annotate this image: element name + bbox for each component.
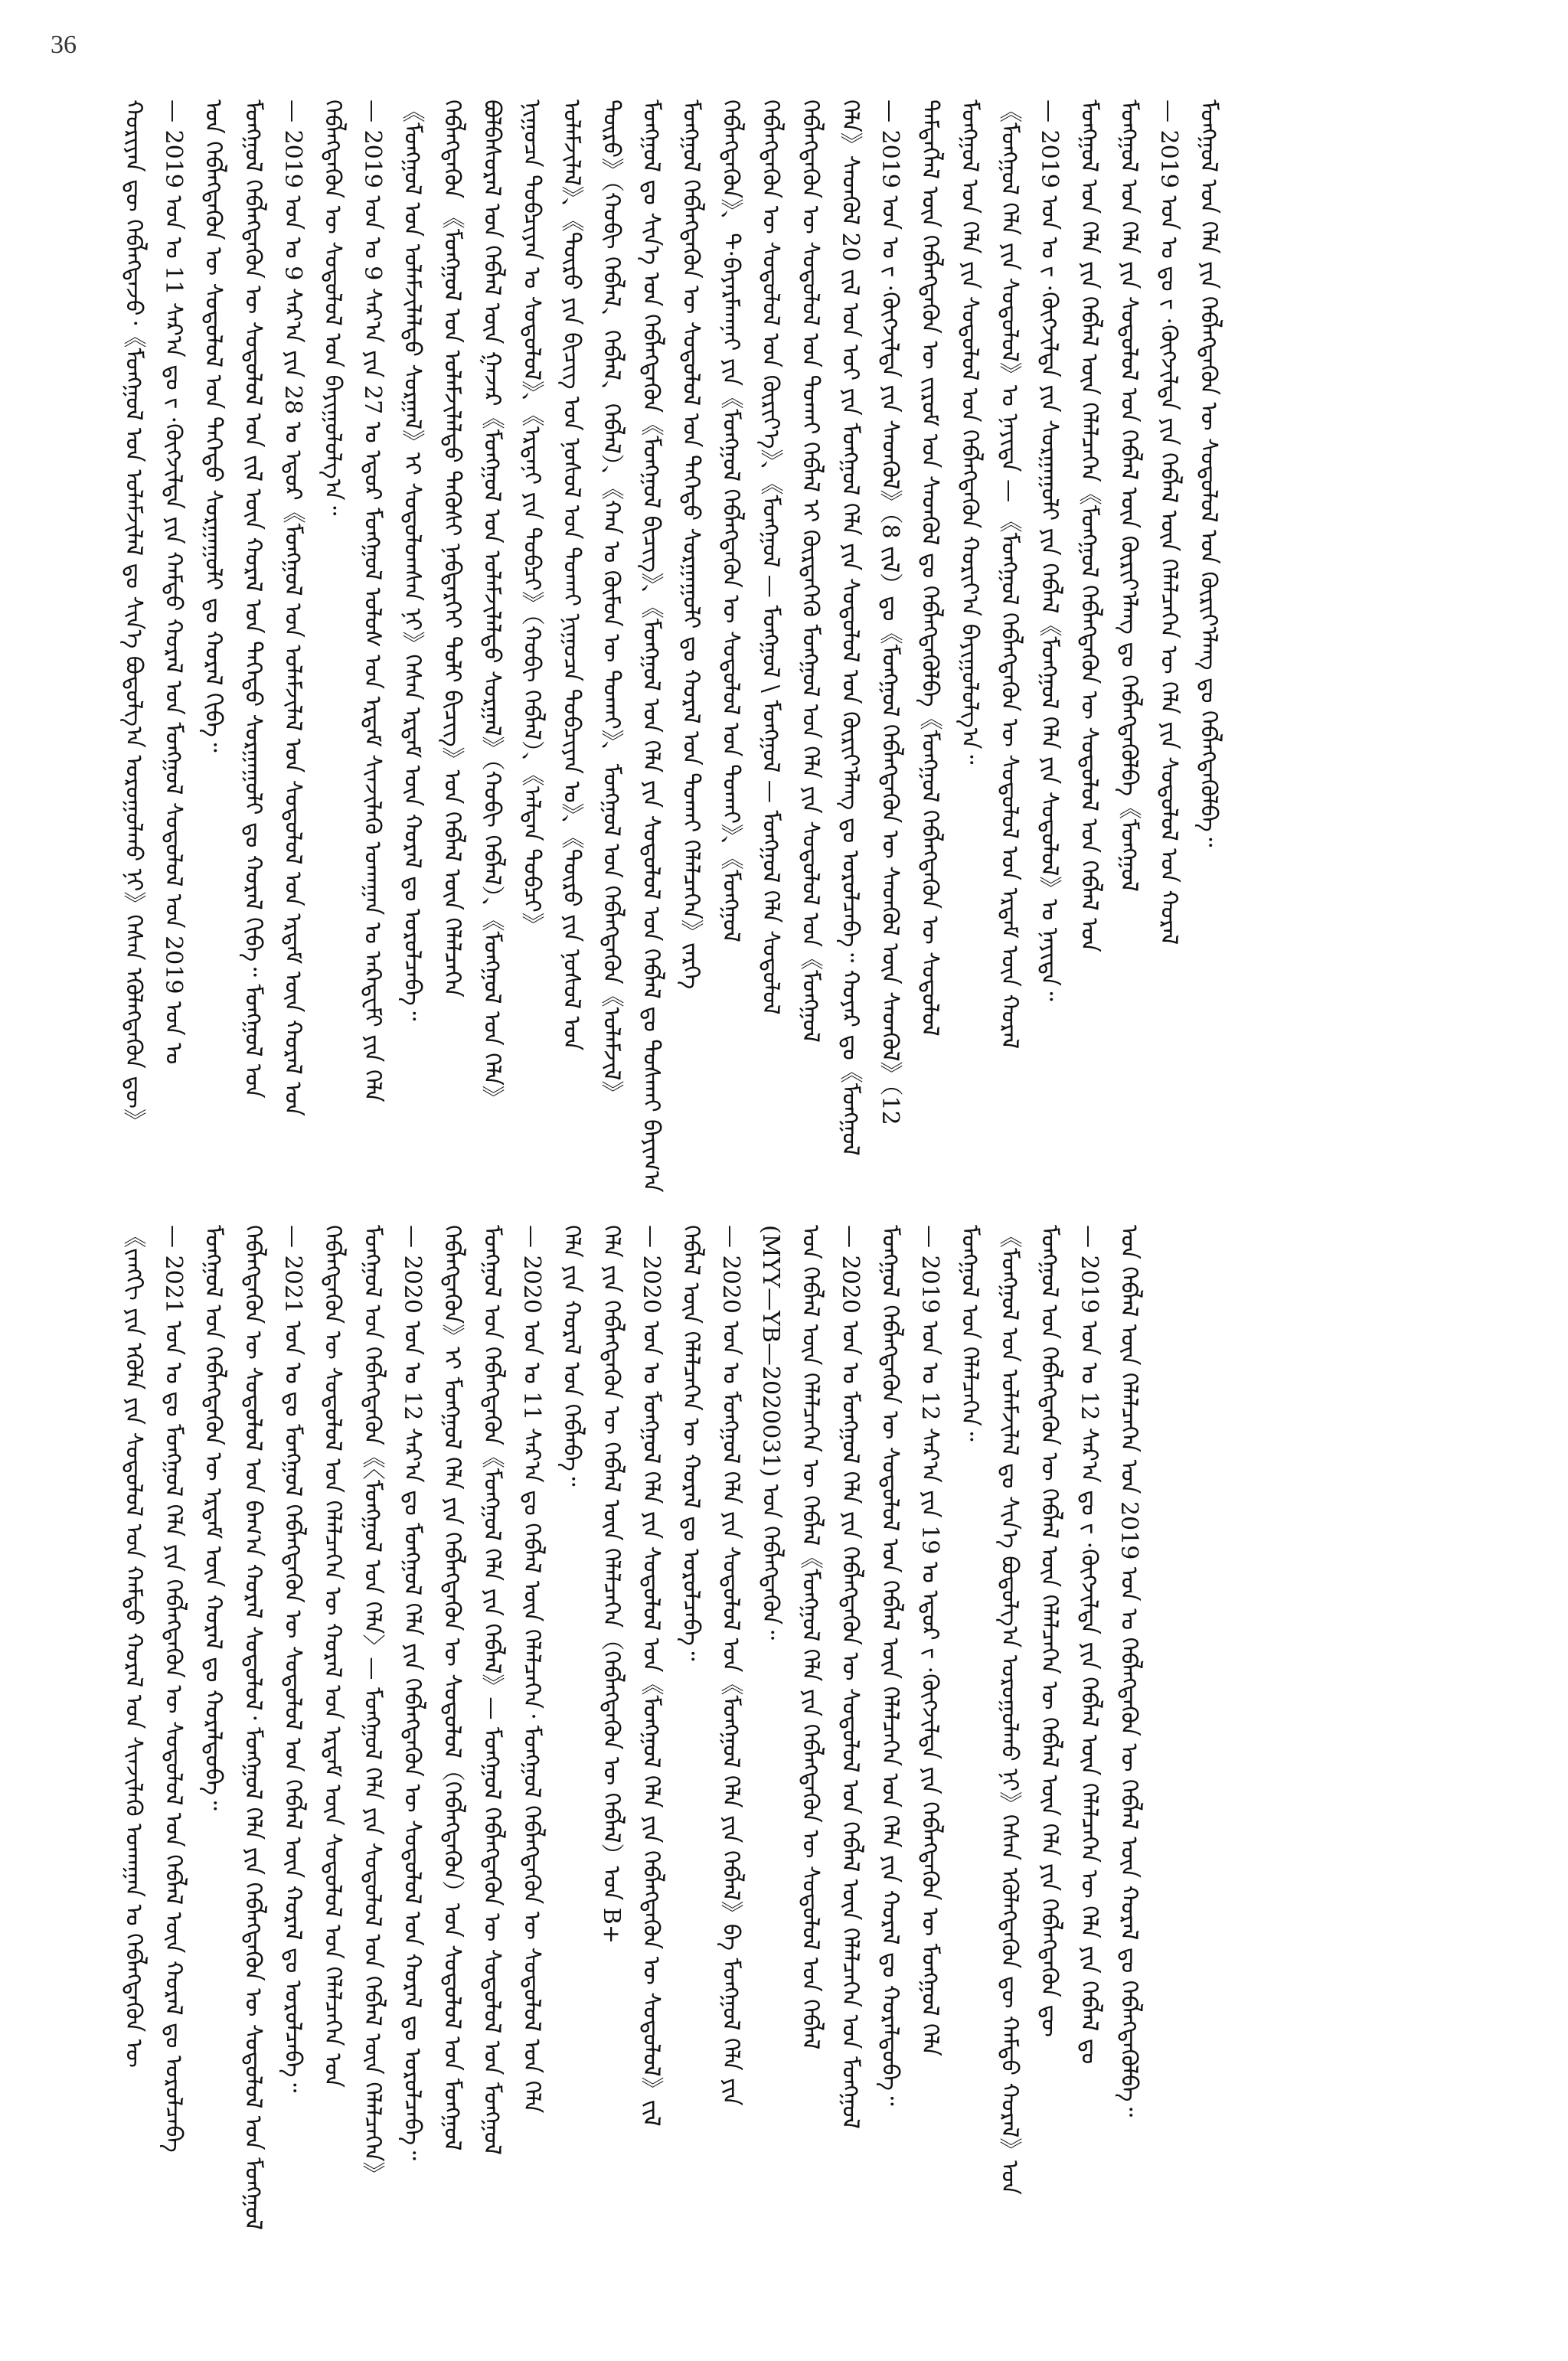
top-column: — 2019 ᠣᠨ ᠤ ᠳᠤ ᠶ᠋ ·ᠬᠥᠭᠵᠢᠯᠲᠡ ᠶᠢᠨ ᠬᠡᠪᠯᠡᠯ ᠦᠨ ᠬᠡᠯᠡᠯᠴᠡᠭᠡᠨ ᠦ ᠬᠡᠯᠡ ᠶᠢᠨ ᠰᠤᠳᠤᠯᠤᠯ ᠤᠨ ᠬᠤᠷᠠᠯ	[1155, 100, 1182, 945]
bottom-column: (MYY—YB—2020031) ᠤᠨ ᠬᠡᠪᠯᠡᠭᠳᠡᠬᠦᠨ᠃	[757, 1225, 784, 1640]
top-column: ᠬᠡᠪᠯᠡᠭᠳᠡᠬᠦᠨ ᠦ ᠰᠤᠳᠤᠯᠤᠯ ᠤᠨ ᠲᠤᠬᠠᠢ ᠬᠡᠪᠯᠡᠯ ᠢ ᠬᠦᠷᠳᠡᠭᠡᠬᠦ ᠮᠣᠩᠭᠣᠯ ᠤᠨ ᠬᠡᠯᠡ ᠶᠢᠨ ᠰᠤᠳᠤᠯᠤᠯ ᠤᠨ《ᠮᠣᠩᠭᠣᠯ	[797, 100, 824, 1043]
bottom-text-block	[115, 1225, 1531, 2327]
bottom-column: ᠬᠡᠪᠯᠡᠯ ᠦᠨ ᠬᠡᠯᠡᠯᠴᠡᠭᠡᠨ ᠦ ᠬᠤᠷᠠᠯ ᠳᠤ ᠣᠷᠤᠯᠴᠠᠪᠠ᠃	[678, 1225, 704, 1661]
top-column: — 2019 ᠣᠨ ᠤ 11 ᠰᠠᠷ᠎ᠠ ᠳᠤ ᠶ᠋ ·ᠬᠥᠭᠵᠢᠯᠲᠡ ᠶᠢᠨ ᠬᠠᠮᠲᠤ ᠬᠤᠷᠠᠯ ᠤᠨ ᠮᠣᠩᠭᠣᠯ ᠰᠤᠳᠤᠯᠤᠯ ᠤᠨ 2019 ᠣᠨ ᠤ	[160, 100, 187, 1065]
bottom-column: — 2021 ᠣᠨ ᠤ ᠳᠤ ᠮᠣᠩᠭᠣᠯ ᠬᠡᠪᠯᠡᠭᠳᠡᠬᠦᠨ ᠦ ᠰᠤᠳᠤᠯᠤᠯ ᠤᠨ ᠬᠡᠪᠯᠡᠯ ᠦᠨ ᠬᠤᠷᠠᠯ ᠳᠤ ᠣᠷᠤᠯᠴᠠᠪᠠ᠃	[279, 1225, 306, 2093]
bottom-column: — 2019 ᠣᠨ ᠤ 12 ᠰᠠᠷ᠎ᠠ ᠶᠢᠨ 19 ᠤ ᠡᠳᠦᠷ ᠶ᠋ ·ᠬᠥᠭᠵᠢᠯᠲᠡ ᠶᠢᠨ ᠬᠡᠪᠯᠡᠭᠳᠡᠬᠦᠨ ᠦ ᠮᠣᠩᠭᠣᠯ ᠬᠡᠯᠡ	[916, 1225, 943, 2056]
bottom-column: ᠮᠣᠩᠭᠣᠯ ᠬᠡᠪᠯᠡᠭᠳᠡᠬᠦᠨ ᠦ ᠰᠤᠳᠤᠯᠤᠯ ᠤᠨ ᠬᠡᠪᠯᠡᠯ ᠦᠨ ᠬᠡᠯᠡᠯᠴᠡᠭᠡᠨ ᠤᠨ ᠬᠡᠯᠡ ᠶᠢᠨ ᠬᠤᠷᠠᠯ ᠳᠤ ᠬᠤᠷᠠᠯᠳᠤᠪᠠ᠃	[877, 1225, 903, 2106]
top-column: — 2019 ᠣᠨ ᠤ ᠶ᠋ ·ᠬᠥᠭᠵᠢᠯᠲᠡ ᠶᠢᠨ ᠰᠡᠳᠬᠦᠯ》（8 ᠵᠢᠯ）ᠳᠤ《ᠮᠣᠩᠭᠣᠯ ᠬᠡᠪᠯᠡᠭᠳᠡᠬᠦᠨ ᠦ ᠰᠡᠳᠬᠦᠯ ᠦᠨ ᠰᠡᠳᠬᠦᠯ》（12	[877, 100, 903, 1125]
top-column: — 2019 ᠣᠨ ᠤ 9 ᠰᠠᠷ᠎ᠠ ᠶᠢᠨ 27 ᠤ ᠡᠳᠦᠷ ᠮᠣᠩᠭᠣᠯ ᠤᠯᠤᠰ ᠤᠨ ᠡᠷᠳᠡᠮ ᠰᠢᠨᠵᠢᠯᠡᠬᠦ ᠤᠬᠠᠭᠠᠨ ᠤ ᠠᠺᠠᠳᠧᠮᠢ ᠶᠢᠨ ᠬᠡᠯᠡ	[359, 100, 386, 1102]
top-column: ᠮᠣᠩᠭᠣᠯ ᠳᠤ ᠰᠢᠨ᠎ᠡ ᠤᠨ ᠬᠡᠪᠯᠡᠭᠳᠡᠬᠦᠨ《ᠮᠣᠩᠭᠣᠯ ᠪᠢᠴᠢᠭ》、《ᠮᠣᠩᠭᠣᠯ ᠤᠨ ᠬᠡᠯᠡ ᠶᠢᠨ ᠰᠤᠳᠤᠯᠤᠯ ᠤᠨ ᠬᠡᠪᠯᠡᠯ ᠳᠤ ᠲᠤᠰᠬᠠᠢ ᠪᠠᠶᠢᠭ᠎ᠠ	[638, 100, 665, 1193]
top-column: — 2019 ᠣᠨ ᠤ 9 ᠰᠠᠷ᠎ᠠ ᠶᠢᠨ 28 ᠤ ᠡᠳᠦᠷ《ᠮᠣᠩᠭᠣᠯ ᠤᠨ ᠤᠯᠠᠮᠵᠢᠯᠠᠯ ᠤᠨ ᠰᠤᠳᠤᠯᠤᠯ ᠤᠨ ᠡᠷᠳᠡᠮ ᠦᠨ ᠬᠤᠷᠠᠯ ᠤᠨ	[279, 100, 306, 1116]
top-column: 《ᠮᠣᠩᠭᠣᠯ ᠬᠡᠯᠡ ᠶᠢᠨ ᠰᠤᠳᠤᠯᠤᠯ》ᠤ ᠨᠡᠶᠢᠲᠡ — 《ᠮᠣᠩᠭᠣᠯ ᠬᠡᠪᠯᠡᠭᠳᠡᠬᠦᠨ ᠦ ᠰᠤᠳᠤᠯᠤᠯ ᠤᠨ ᠡᠷᠳᠡᠮ ᠦᠨ ᠬᠤᠷᠠᠯ	[996, 100, 1023, 1050]
top-column: — 2019 ᠣᠨ ᠤ ᠶ᠋ ·ᠬᠥᠭᠵᠢᠯᠲᠡ ᠶᠢᠨ ᠰᠤᠷᠭᠠᠭᠤᠯᠢ ᠶᠢᠨ ᠬᠡᠪᠯᠡᠯ《ᠮᠣᠩᠭᠣᠯ ᠬᠡᠯᠡ ᠶᠢᠨ ᠰᠤᠳᠤᠯᠤᠯ》ᠤ ᠨᠡᠶᠢᠲᠡ᠃	[1036, 100, 1063, 1001]
top-column: ᠬᠡᠪᠯᠡᠭᠳᠡᠬᠦᠨ ᠦ ᠰᠤᠳᠤᠯᠤᠯ ᠤᠨ ᠪᠠᠶᠢᠭᠤᠯᠤᠯᠭ᠎ᠠ᠃	[319, 100, 346, 516]
bottom-column: — 2019 ᠣᠨ ᠤ 12 ᠰᠠᠷ᠎ᠠ ᠳᠤ ᠶ᠋ ·ᠬᠥᠭᠵᠢᠯᠲᠡ ᠶᠢᠨ ᠬᠡᠪᠯᠡᠯ ᠦᠨ ᠬᠡᠯᠡᠯᠴᠡᠭᠡᠨ ᠦ ᠬᠡᠯᠡ ᠶᠢᠨ ᠬᠡᠪᠯᠡᠯ ᠳᠤ	[1076, 1225, 1102, 2065]
top-column: ᠬᠡᠪᠯᠡᠭᠳᠡᠬᠦᠨ ᠦ ᠰᠤᠳᠤᠯᠤᠯ ᠤᠨ ᠬᠦᠷᠢᠶ᠎ᠡ》、《ᠮᠣᠩᠭᠣᠯ — ᠮᠣᠩᠭᠣᠯ \ ᠮᠣᠩᠭᠣᠯ — ᠮᠣᠩᠭᠣᠯ ᠬᠡᠯᠡ ᠰᠤᠳᠤᠯᠤᠯ	[757, 100, 784, 1015]
top-column: ᠮᠣᠩᠭᠣᠯ ᠤᠨ ᠬᠡᠯᠡ ᠶᠢᠨ ᠰᠤᠳᠤᠯᠤᠯ ᠤᠨ ᠬᠡᠪᠯᠡᠯ ᠦᠨ ᠬᠦᠷᠢᠶ᠎ᠡᠯᠡᠩ ᠳᠤ ᠬᠡᠪᠯᠡᠭᠳᠡᠭᠦᠯᠪᠡ《ᠮᠣᠩᠭᠣᠯ	[1116, 100, 1142, 892]
top-column: ᠬᠡᠪᠯᠡᠭᠳᠡᠬᠦᠨ 《ᠮᠣᠩᠭᠣᠯ ᠤᠨ ᠤᠯᠠᠮᠵᠢᠯᠠᠯᠲᠤ ᠲᠡᠭᠦᠰᠢ ᠨᠡᠪᠲᠡᠷᠬᠡᠢ ᠲᠣᠯᠢ ᠪᠢᠴᠢᠭ》ᠤᠨ ᠬᠡᠪᠯᠡᠯ ᠦᠨ ᠬᠡᠯᠡᠯᠴᠡᠭᠡᠨ	[439, 100, 466, 998]
bottom-column: — 2020 ᠣᠨ ᠤ 12 ᠰᠠᠷ᠎ᠠ ᠳᠤ ᠮᠣᠩᠭᠣᠯ ᠬᠡᠯᠡ ᠶᠢᠨ ᠬᠡᠪᠯᠡᠭᠳᠡᠬᠦᠨ ᠦ ᠰᠤᠳᠤᠯᠤᠯ ᠤᠨ ᠬᠤᠷᠠᠯ ᠳᠤ ᠣᠷᠤᠯᠴᠠᠪᠠ᠃	[399, 1225, 426, 2160]
bottom-column: ᠬᠡᠪᠯᠡᠭᠳᠡᠬᠦᠨ》ᠢ ᠮᠣᠩᠭᠣᠯ ᠬᠡᠯᠡ ᠶᠢᠨ ᠬᠡᠪᠯᠡᠭᠳᠡᠬᠦᠨ ᠦ ᠰᠤᠳᠤᠯᠤᠯ（ᠬᠡᠪᠯᠡᠭᠳᠡᠬᠦᠨ）ᠤᠨ ᠰᠤᠳᠤᠯᠤᠯ ᠤᠨ ᠮᠣᠩᠭᠣᠯ	[439, 1225, 466, 2151]
top-column: ᠤᠯᠠᠮᠵᠢᠯᠠᠯ》、《ᠲᠦᠷᠦ ᠶᠢᠨ ᠪᠢᠴᠢᠭ ᠤᠨ ᠨᠤᠰᠤᠯ ᠤᠨ ᠲᠤᠬᠠᠢ ᠨᠢᠭᠤᠴᠠ ᠲᠣᠪᠴᠢᠶᠠᠨ ᠤ》、《ᠲᠦᠷᠦ ᠶᠢᠨ ᠨᠤᠰᠤᠯ ᠤᠨ	[558, 100, 585, 1051]
top-column: ᠮᠣᠩᠭᠣᠯ ᠤᠨ ᠬᠡᠯᠡ ᠶᠢᠨ ᠰᠤᠳᠤᠯᠤᠯ ᠤᠨ ᠬᠡᠪᠯᠡᠭᠳᠡᠬᠦᠨ ᠬᠣᠷᠢᠶ᠎ᠠ ᠪᠠᠶᠢᠭᠤᠯᠤᠯᠭ᠎ᠠ᠃	[956, 100, 983, 765]
top-column: ᠮᠣᠩᠭᠣᠯ ᠤᠨ ᠬᠡᠯᠡ ᠶᠢᠨ ᠬᠡᠪᠯᠡᠯ ᠦᠨ ᠬᠡᠯᠡᠯᠴᠡᠭᠡᠨ《ᠮᠣᠩᠭᠣᠯ ᠬᠡᠪᠯᠡᠭᠳᠡᠬᠦᠨ ᠦ ᠰᠤᠳᠤᠯᠤᠯ ᠤᠨ ᠬᠡᠪᠯᠡᠯ ᠤᠨ	[1076, 100, 1102, 952]
page-number: 36	[51, 31, 77, 59]
bottom-column: ᠮᠣᠩᠭᠣᠯ ᠤᠨ ᠬᠡᠪᠯᠡᠭᠳᠡᠬᠦᠨ ᠦ ᠬᠡᠪᠯᠡᠯ ᠦᠨ ᠬᠡᠯᠡᠯᠴᠡᠭᠡᠨ ᠦ ᠬᠡᠪᠯᠡᠯ ᠦᠨ ᠬᠡᠯᠡ ᠶᠢᠨ ᠬᠡᠪᠯᠡᠭᠳᠡᠬᠦᠨ ᠳᠦ	[1036, 1225, 1063, 2037]
top-column: ᠤᠨ ᠬᠡᠪᠯᠡᠭᠳᠡᠬᠦᠨ ᠦ ᠰᠤᠳᠤᠯᠤᠯ ᠤᠨ ᠳᠡᠭᠡᠳᠦ ᠰᠤᠷᠭᠠᠭᠤᠯᠢ ᠳᠤ ᠬᠤᠷᠠᠯ ᠬᠢᠪᠡ᠃	[200, 100, 227, 753]
top-column: ᠮᠣᠩᠭᠣᠯ ᠬᠡᠪᠯᠡᠭᠳᠡᠬᠦᠨ ᠦ ᠰᠤᠳᠤᠯᠤᠯ ᠤᠨ ᠳᠡᠭᠡᠳᠦ ᠰᠤᠷᠭᠠᠭᠤᠯᠢ ᠳᠤ ᠬᠤᠷᠠᠯ ᠤᠨ ᠲᠤᠬᠠᠢ ᠬᠡᠯᠡᠯᠴᠡᠭᠡᠨ》ᠵᠡᠷᠭᠡ	[678, 100, 704, 990]
top-column: ᠬᠤᠷᠢᠶᠠᠨ ᠳᠦ ᠬᠡᠪᠯᠡᠭᠳᠡᠵᠦ᠂《ᠮᠣᠩᠭᠣᠯ ᠤᠨ ᠤᠯᠠᠮᠵᠢᠯᠠᠯ ᠳᠤ ᠰᠢᠨ᠎ᠡ ᠪᠣᠳᠣᠯᠭ᠎ᠠ ᠣᠷᠤᠭᠤᠯᠬᠤ ᠨᠢ》ᠭᠡᠰᠡᠨ ᠡᠭᠦᠯᠡᠭᠳᠡᠬᠦᠨ ᠳᠦ》	[120, 100, 147, 1132]
bottom-column: ᠤᠨ ᠬᠡᠪᠯᠡᠯ ᠦᠨ ᠬᠡᠯᠡᠯᠴᠡᠭᠡᠨ ᠦ ᠬᠡᠪᠯᠡᠯ《ᠮᠣᠩᠭᠣᠯ ᠬᠡᠯᠡ ᠶᠢᠨ ᠬᠡᠪᠯᠡᠭᠳᠡᠬᠦᠨ ᠦ ᠰᠤᠳᠤᠯᠤᠯ ᠤᠨ ᠬᠡᠪᠯᠡᠯ	[797, 1225, 824, 2050]
top-column: ᠮᠣᠩᠭᠣᠯ ᠤᠨ ᠬᠡᠯᠡ ᠶᠢᠨ ᠬᠡᠪᠯᠡᠭᠳᠡᠬᠦᠨ ᠦ ᠰᠤᠳᠤᠯᠤᠯ ᠤᠨ ᠬᠦᠷᠢᠶ᠎ᠡᠯᠡᠩ ᠳᠤ ᠬᠡᠪᠯᠡᠭᠳᠡᠭᠦᠯᠪᠡ᠃	[1195, 100, 1222, 847]
bottom-column: — 2020 ᠣᠨ ᠤ ᠮᠣᠩᠭᠣᠯ ᠬᠡᠯᠡ ᠶᠢᠨ ᠰᠤᠳᠤᠯᠤᠯ ᠤᠨ《ᠮᠣᠩᠭᠣᠯ ᠬᠡᠯᠡ ᠶᠢᠨ ᠬᠡᠪᠯᠡᠯ》ᠪᠠ ᠮᠣᠩᠭᠣᠯ ᠬᠡᠯᠡ ᠶᠢᠨ	[717, 1225, 744, 2106]
bottom-column: — 2021 ᠣᠨ ᠤ ᠳᠤ ᠮᠣᠩᠭᠣᠯ ᠬᠡᠯᠡ ᠶᠢᠨ ᠬᠡᠪᠯᠡᠭᠳᠡᠬᠦᠨ ᠦ ᠰᠤᠳᠤᠯᠤᠯ ᠤᠨ ᠬᠡᠪᠯᠡᠯ ᠦᠨ ᠬᠤᠷᠠᠯ ᠳᠤ ᠣᠷᠤᠯᠴᠠᠪᠠ	[160, 1225, 187, 2153]
bottom-column: 《ᠮᠣᠩᠭᠣᠯ ᠤᠨ ᠤᠯᠠᠮᠵᠢᠯᠠᠯ ᠳᠤ ᠰᠢᠨ᠎ᠡ ᠪᠣᠳᠣᠯᠭ᠎ᠠ ᠣᠷᠤᠭᠤᠯᠬᠤ ᠨᠢ》ᠭᠡᠰᠡᠨ ᠡᠭᠦᠯᠡᠭᠳᠡᠬᠦᠨ ᠳᠦ ᠬᠠᠮᠲᠤ ᠬᠤᠷᠠᠯ》ᠤᠨ	[996, 1225, 1023, 2195]
bottom-column: ᠬᠡᠯᠡ ᠶᠢᠨ ᠬᠡᠪᠯᠡᠭᠳᠡᠬᠦᠨ ᠦ ᠬᠡᠪᠯᠡᠯ ᠦᠨ ᠬᠡᠯᠡᠯᠴᠡᠭᠡᠨ（ᠬᠡᠪᠯᠡᠭᠳᠡᠬᠦᠨ ᠦ ᠬᠡᠪᠯᠡᠯ）ᠤᠨ B+	[598, 1225, 625, 1944]
bottom-column: ᠬᠡᠪᠯᠡᠭᠳᠡᠬᠦᠨ ᠦ ᠰᠤᠳᠤᠯᠤᠯ ᠤᠨ ᠪᠠᠭ᠎ᠠ ᠬᠤᠷᠠᠯ ᠰᠤᠳᠤᠯᠤᠯ᠂ ᠮᠣᠩᠭᠣᠯ ᠬᠡᠯᠡ ᠶᠢᠨ ᠬᠡᠪᠯᠡᠭᠳᠡᠬᠦᠨ ᠦ ᠰᠤᠳᠤᠯᠤᠯ ᠤᠨ ᠮᠣᠩᠭᠣᠯ	[240, 1225, 266, 2230]
bottom-column: — 2020 ᠣᠨ ᠤ ᠮᠣᠩᠭᠣᠯ ᠬᠡᠯᠡ ᠶᠢᠨ ᠰᠤᠳᠤᠯᠤᠯ ᠤᠨ《ᠮᠣᠩᠭᠣᠯ ᠬᠡᠯᠡ ᠶᠢᠨ ᠬᠡᠪᠯᠡᠭᠳᠡᠬᠦᠨ ᠦ ᠰᠤᠳᠤᠯᠤᠯ》ᠵᠢᠯ	[638, 1225, 665, 2127]
bottom-column: ᠬᠡᠯᠡ ᠶᠢᠨ ᠬᠤᠷᠠᠯ ᠤᠨ ᠬᠡᠪᠯᠡᠪᠡ᠃	[558, 1225, 585, 1487]
top-text-block	[115, 100, 1531, 1202]
bottom-column: ᠤᠨ ᠬᠡᠪᠯᠡᠯ ᠦᠨ ᠬᠡᠯᠡᠯᠴᠡᠭᠡᠨ ᠤᠨ 2019 ᠣᠨ ᠤ ᠬᠡᠪᠯᠡᠭᠳᠡᠬᠦᠨ ᠦ ᠬᠡᠪᠯᠡᠯ ᠦᠨ ᠬᠤᠷᠠᠯ ᠳᠤ ᠬᠡᠪᠯᠡᠭᠳᠡᠭᠦᠯᠪᠡ᠃	[1116, 1225, 1142, 2118]
top-column: ᠲᠦᠷᠦ》（ᠬᠤᠪᠢ ᠬᠡᠪᠯᠡᠯ、ᠬᠡᠪᠯᠡᠯ、ᠬᠡᠪᠯᠡᠯ）、《ᠬᠠᠨ ᠤ ᠬᠦᠮᠦᠨ ᠦ ᠲᠤᠬᠠᠢ》、ᠮᠣᠩᠭᠣᠯ ᠤᠨ ᠬᠡᠪᠯᠡᠭᠳᠡᠬᠦᠨ《ᠤᠯᠠᠮᠵᠢᠯ》	[598, 100, 625, 1104]
bottom-column: ᠬᠡᠪᠯᠡᠭᠳᠡᠬᠦᠨ ᠦ ᠰᠤᠳᠤᠯᠤᠯ ᠤᠨ ᠬᠡᠯᠡᠯᠴᠡᠭᠡᠨ ᠦ ᠬᠤᠷᠠᠯ ᠤᠨ ᠡᠷᠳᠡᠮ ᠦᠨ ᠰᠤᠳᠤᠯᠤᠯ ᠤᠨ ᠬᠡᠯᠡᠯᠴᠡᠭᠡᠨ ᠤᠨ	[319, 1225, 346, 2088]
bottom-column: ᠮᠣᠩᠭᠣᠯ ᠤᠨ ᠬᠡᠪᠯᠡᠭᠳᠡᠬᠦᠨ《〈ᠮᠣᠩᠭᠣᠯ ᠤᠨ ᠬᠡᠯᠡ〉— ᠮᠣᠩᠭᠣᠯ ᠬᠡᠯᠡ ᠶᠢᠨ ᠰᠤᠳᠤᠯᠤᠯ ᠤᠨ ᠬᠡᠪᠯᠡᠯ ᠦᠨ ᠬᠡᠯᠡᠯᠴᠡᠭᠡᠨ》	[359, 1225, 386, 2185]
bottom-column: — 2020 ᠣᠨ ᠤ ᠮᠣᠩᠭᠣᠯ ᠬᠡᠯᠡ ᠶᠢᠨ ᠬᠡᠪᠯᠡᠭᠳᠡᠬᠦᠨ ᠦ ᠰᠤᠳᠤᠯᠤᠯ ᠤᠨ ᠬᠡᠪᠯᠡᠯ ᠦᠨ ᠬᠡᠯᠡᠯᠴᠡᠭᠡᠨ ᠤᠨ ᠮᠣᠩᠭᠣᠯ	[837, 1225, 864, 2129]
top-column: ᠬᠡᠪᠯᠡᠭᠳᠡᠬᠦᠨ》、ᠲ·ᠪᠠᠶᠠᠷᠮᠠᠭᠨᠠᠢ ᠶᠢᠨ《ᠮᠣᠩᠭᠣᠯ ᠬᠡᠪᠯᠡᠭᠳᠡᠬᠦᠨ ᠦ ᠰᠤᠳᠤᠯᠤᠯ ᠤᠨ ᠲᠤᠬᠠᠢ》、《ᠮᠣᠩᠭᠣᠯ	[717, 100, 744, 942]
bottom-column: ᠮᠣᠩᠭᠣᠯ ᠤᠨ ᠬᠡᠪᠯᠡᠭᠳᠡᠬᠦᠨ ᠦ ᠡᠷᠳᠡᠮ ᠦᠨ ᠬᠤᠷᠠᠯ ᠳᠤ ᠬᠤᠷᠠᠯᠳᠤᠪᠠ᠃	[200, 1225, 227, 1811]
bottom-column: ᠮᠣᠩᠭᠣᠯ ᠤᠨ ᠬᠡᠪᠯᠡᠭᠳᠡᠬᠦᠨ《ᠮᠣᠩᠭᠣᠯ ᠬᠡᠯᠡ ᠶᠢᠨ ᠬᠡᠪᠯᠡᠯ》— ᠮᠣᠩᠭᠣᠯ ᠬᠡᠪᠯᠡᠭᠳᠡᠬᠦᠨ ᠦ ᠰᠤᠳᠤᠯᠤᠯ ᠤᠨ ᠮᠣᠩᠭᠣᠯ	[479, 1225, 505, 2155]
top-column: ᠨᠢᠭᠤᠴᠠ ᠲᠣᠪᠴᠢᠶᠠᠨ ᠤ ᠰᠤᠳᠤᠯᠤᠯ》、《ᠡᠷᠳᠡᠨᠢ ᠶᠢᠨ ᠲᠣᠪᠴᠢ》（ᠬᠤᠪᠢ ᠬᠡᠪᠯᠡᠯ）、《ᠠᠯᠲᠠᠨ ᠲᠣᠪᠴᠢ》	[518, 100, 545, 936]
top-column: ᠪᠣᠯᠪᠠᠰᠤᠷᠠᠯ ᠤᠨ ᠬᠡᠪᠯᠡᠯ ᠦᠨ ᠭᠠᠵᠠᠷ《ᠮᠣᠩᠭᠣᠯ ᠤᠨ ᠤᠯᠠᠮᠵᠢᠯᠠᠯᠲᠤ ᠰᠤᠷᠭᠠᠯ》（ᠬᠤᠪᠢ ᠬᠡᠪᠯᠡᠯ）、《ᠮᠣᠩᠭᠣᠯ ᠤᠨ ᠬᠡᠯᠡ》	[479, 100, 505, 1109]
top-column: ᠲᠡᠮᠳᠡᠭᠯᠡᠯ ᠦᠨ ᠬᠡᠪᠯᠡᠭᠳᠡᠬᠦᠨ ᠦ ᠵᠢᠷᠤᠮ ᠤᠨ ᠰᠡᠳᠬᠦᠯ ᠳᠤ ᠬᠡᠪᠯᠡᠭᠳᠡᠭᠦᠯᠪᠡ《ᠮᠣᠩᠭᠣᠯ ᠬᠡᠪᠯᠡᠭᠳᠡᠬᠦᠨ ᠦ ᠰᠤᠳᠤᠯᠤᠯ	[916, 100, 943, 1037]
bottom-column: — 2020 ᠣᠨ ᠤ 11 ᠰᠠᠷ᠎ᠠ ᠳᠤ ᠬᠡᠪᠯᠡᠯ ᠦᠨ ᠬᠡᠯᠡᠯᠴᠡᠭᠡᠨ᠂ ᠮᠣᠩᠭᠣᠯ ᠬᠡᠪᠯᠡᠭᠳᠡᠬᠦᠨ ᠦ ᠰᠤᠳᠤᠯᠤᠯ ᠤᠨ ᠬᠡᠯᠡ	[518, 1225, 545, 2114]
top-column: 《ᠮᠣᠩᠭᠣᠯ ᠤᠨ ᠤᠯᠠᠮᠵᠢᠯᠠᠯᠲᠤ ᠰᠤᠷᠭᠠᠯ》ᠢ ᠰᠤᠳᠤᠯᠤᠭᠰᠠᠨ ᠨᠢ》ᠭᠡᠰᠡᠨ ᠡᠷᠳᠡᠮ ᠦᠨ ᠬᠤᠷᠠᠯ ᠳᠤ ᠣᠷᠤᠯᠴᠠᠪᠠ᠃	[399, 100, 426, 1021]
top-column: ᠬᠡᠯᠡ》ᠰᠡᠳᠬᠦᠯ 20 ᠵᠢᠯ ᠤᠨ ᠣᠢ ᠶᠢᠨ ᠮᠣᠩᠭᠣᠯ ᠬᠡᠯᠡ ᠶᠢᠨ ᠰᠤᠳᠤᠯᠤᠯ ᠤᠨ ᠬᠦᠷᠢᠶ᠎ᠡᠯᠡᠩ ᠳᠤ ᠣᠷᠤᠯᠴᠠᠪᠠ᠃ ᠬᠣᠶᠠᠷ ᠳᠤ《ᠮᠣᠩᠭᠣᠯ	[837, 100, 864, 1156]
bottom-column: ᠮᠣᠩᠭᠣᠯ ᠤᠨ ᠬᠡᠯᠡᠯᠴᠡᠭᠡᠨ᠃	[956, 1225, 983, 1442]
top-column: ᠮᠣᠩᠭᠣᠯ ᠬᠡᠪᠯᠡᠭᠳᠡᠬᠦᠨ ᠦ ᠰᠤᠳᠤᠯᠤᠯ ᠤᠨ ᠵᠢᠯ ᠦᠨ ᠬᠤᠷᠠᠯ ᠤᠨ ᠳᠡᠭᠡᠳᠦ ᠰᠤᠷᠭᠠᠭᠤᠯᠢ ᠳᠤ ᠬᠤᠷᠠᠯ ᠬᠢᠪᠡ᠃ ᠮᠣᠩᠭᠣᠯ ᠤᠨ	[240, 100, 266, 1099]
bottom-column: 《ᠵᠠᠩᠭᠢ ᠶᠢᠨ ᠡᠭᠦᠯᠡ ᠶᠢᠨ ᠰᠤᠳᠤᠯᠤᠯ ᠤᠨ ᠬᠠᠮᠲᠤ ᠬᠤᠷᠠᠯ ᠤᠨ ᠰᠢᠨᠵᠢᠯᠡᠬᠦ ᠤᠬᠠᠭᠠᠨ ᠤ ᠬᠡᠪᠯᠡᠭᠳᠡᠬᠦᠨ ᠦ	[120, 1225, 147, 2068]
